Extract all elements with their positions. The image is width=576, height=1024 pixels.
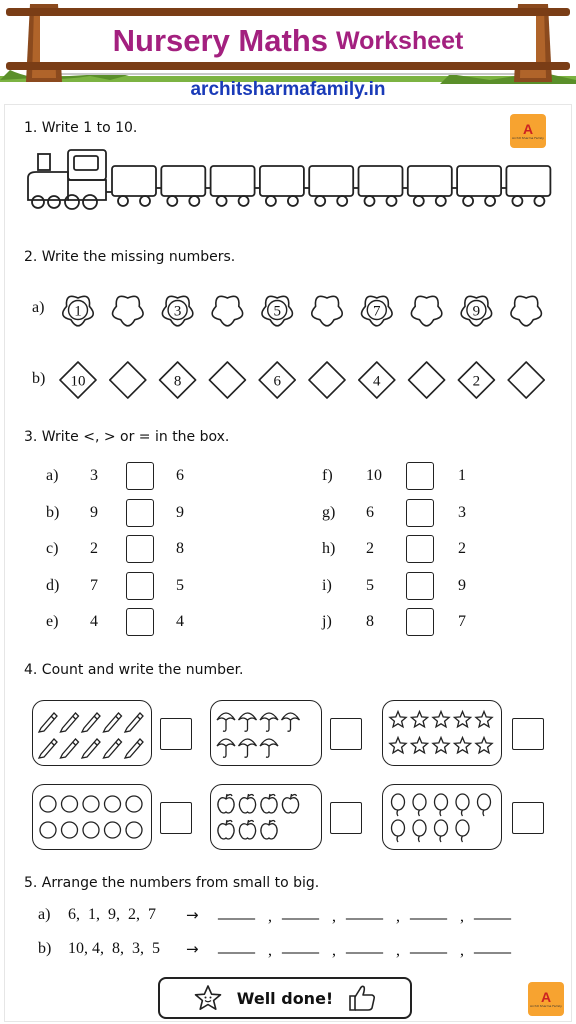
given-number: 6 bbox=[273, 373, 281, 390]
train-engine-icon bbox=[28, 150, 112, 209]
answer-blank[interactable]: ______ bbox=[410, 938, 446, 954]
brand-logo-icon: A Archit Sharma Family bbox=[510, 114, 546, 148]
circle-icon bbox=[83, 796, 99, 812]
circle-icon bbox=[126, 796, 142, 812]
apple-icon bbox=[239, 820, 255, 839]
compare-label: h) bbox=[322, 540, 336, 557]
pencil-icon bbox=[125, 713, 143, 732]
blank-separator: , bbox=[332, 942, 336, 959]
apple-icon bbox=[261, 820, 277, 839]
diamond-cell[interactable] bbox=[209, 362, 245, 398]
compare-answer-box[interactable] bbox=[126, 572, 154, 600]
star-icon bbox=[390, 712, 406, 727]
umbrella-icon bbox=[282, 713, 300, 731]
smiling-star-icon bbox=[193, 984, 223, 1012]
count-card-icons bbox=[210, 700, 322, 766]
count-card-icons bbox=[32, 700, 152, 766]
worksheet-title bbox=[40, 12, 536, 70]
compare-answer-box[interactable] bbox=[126, 499, 154, 527]
answer-blank[interactable]: ______ bbox=[410, 904, 446, 920]
flower-cell[interactable] bbox=[113, 296, 144, 326]
star-icon bbox=[411, 712, 427, 727]
given-number: 4 bbox=[373, 373, 381, 390]
train-wagon[interactable] bbox=[408, 166, 457, 206]
row-b-label: b) bbox=[32, 370, 46, 387]
star-icon bbox=[433, 738, 449, 753]
diamond-cell bbox=[60, 362, 96, 398]
circle-icon bbox=[83, 822, 99, 838]
star-icon bbox=[390, 738, 406, 753]
given-number: 3 bbox=[173, 303, 182, 320]
train-wagon[interactable] bbox=[211, 166, 260, 206]
train-wagon[interactable] bbox=[260, 166, 309, 206]
flower-cell bbox=[262, 296, 293, 326]
given-number: 7 bbox=[373, 303, 381, 320]
answer-blank[interactable]: ______ bbox=[474, 904, 510, 920]
compare-number-b: 9 bbox=[458, 576, 466, 594]
title-sub: Worksheet bbox=[336, 26, 464, 55]
umbrella-icon bbox=[260, 739, 278, 757]
blank-separator: , bbox=[396, 942, 400, 959]
question-5-prompt: 5. Arrange the numbers from small to big. bbox=[24, 875, 320, 891]
compare-number-a: 4 bbox=[90, 613, 98, 630]
pencil-icon bbox=[39, 713, 57, 732]
compare-number-a: 5 bbox=[366, 576, 374, 594]
balloon-icon bbox=[435, 794, 448, 816]
umbrella-icon bbox=[239, 713, 257, 731]
circle-icon bbox=[105, 822, 121, 838]
star-icon bbox=[454, 738, 470, 753]
count-answer-box[interactable] bbox=[330, 802, 362, 834]
compare-number-b: 1 bbox=[458, 467, 466, 484]
website-link[interactable]: architsharmafamily.in bbox=[190, 79, 386, 100]
count-answer-box[interactable] bbox=[160, 718, 192, 750]
arrange-label: a) bbox=[38, 906, 51, 923]
compare-number-b: 4 bbox=[176, 613, 184, 630]
star-icon bbox=[454, 712, 470, 727]
blank-separator: , bbox=[268, 908, 272, 925]
compare-label: a) bbox=[46, 467, 59, 484]
diamond-cell bbox=[458, 362, 494, 398]
compare-label: i) bbox=[322, 576, 332, 594]
circle-icon bbox=[105, 796, 121, 812]
count-answer-box[interactable] bbox=[512, 802, 544, 834]
apple-icon bbox=[218, 820, 234, 839]
train-wagons bbox=[112, 166, 550, 206]
count-card-icons bbox=[382, 700, 502, 766]
pencil-icon bbox=[104, 713, 122, 732]
star-icon bbox=[411, 738, 427, 753]
balloon-icon bbox=[478, 794, 491, 816]
arrange-row-b bbox=[38, 940, 538, 962]
compare-number-b: 5 bbox=[176, 576, 184, 594]
train-wagon[interactable] bbox=[112, 166, 161, 206]
compare-label: f) bbox=[322, 467, 333, 484]
train-wagon[interactable] bbox=[309, 166, 358, 206]
given-number: 10 bbox=[70, 373, 86, 390]
blank-separator: , bbox=[332, 908, 336, 925]
question-3-prompt: 3. Write <, > or = in the box. bbox=[24, 429, 230, 445]
flower-cell[interactable] bbox=[411, 296, 442, 326]
balloon-icon bbox=[392, 820, 405, 842]
answer-blank[interactable]: ______ bbox=[218, 938, 254, 954]
answer-blank[interactable]: ______ bbox=[218, 904, 254, 920]
circle-icon bbox=[62, 822, 78, 838]
compare-number-a: 6 bbox=[366, 503, 374, 521]
apple-icon bbox=[218, 794, 234, 813]
train-wagon[interactable] bbox=[161, 166, 210, 206]
compare-answer-box[interactable] bbox=[406, 572, 434, 600]
star-icon bbox=[476, 712, 492, 727]
compare-answer-box[interactable] bbox=[126, 608, 154, 636]
diamond-cell bbox=[359, 362, 395, 398]
circle-icon bbox=[40, 796, 56, 812]
arrange-label: b) bbox=[38, 940, 52, 957]
compare-label: e) bbox=[46, 613, 59, 630]
question-1-prompt: 1. Write 1 to 10. bbox=[24, 120, 138, 136]
compare-answer-box[interactable] bbox=[406, 499, 434, 527]
row-a-label: a) bbox=[32, 299, 45, 316]
answer-blank[interactable]: ______ bbox=[346, 938, 382, 954]
pencil-icon bbox=[82, 713, 100, 732]
flower-cell bbox=[162, 296, 193, 326]
compare-number-a: 2 bbox=[90, 540, 98, 557]
question-4-prompt: 4. Count and write the number. bbox=[24, 662, 244, 678]
compare-number-b: 9 bbox=[176, 503, 184, 521]
compare-number-b: 8 bbox=[176, 540, 184, 557]
star-icon bbox=[476, 738, 492, 753]
balloon-icon bbox=[456, 794, 469, 816]
apple-icon bbox=[239, 794, 255, 813]
balloon-icon bbox=[392, 794, 405, 816]
thumbs-up-icon bbox=[347, 983, 377, 1013]
count-card-icons bbox=[210, 784, 322, 850]
brand-logo-bottom-icon: A Archit Sharma Family bbox=[528, 982, 564, 1016]
arrow-icon: → bbox=[186, 906, 199, 924]
pencil-icon bbox=[82, 739, 100, 758]
blank-separator: , bbox=[268, 942, 272, 959]
flower-cell bbox=[362, 296, 393, 326]
pencil-icon bbox=[39, 739, 57, 758]
train-drawing bbox=[24, 148, 556, 212]
circle-icon bbox=[126, 822, 142, 838]
answer-blank[interactable]: ______ bbox=[346, 904, 382, 920]
apple-icon bbox=[282, 794, 298, 813]
flower-number-row bbox=[56, 288, 556, 332]
blank-separator: , bbox=[396, 908, 400, 925]
balloon-icon bbox=[413, 820, 426, 842]
compare-answer-box[interactable] bbox=[406, 462, 434, 490]
count-card-icons bbox=[382, 784, 502, 850]
diamond-cell[interactable] bbox=[110, 362, 146, 398]
train-wagon[interactable] bbox=[359, 166, 408, 206]
compare-number-b: 7 bbox=[458, 613, 466, 630]
pencil-icon bbox=[61, 739, 79, 758]
given-number: 5 bbox=[273, 303, 281, 320]
count-answer-box[interactable] bbox=[330, 718, 362, 750]
well-done-text: Well done! bbox=[236, 988, 334, 1008]
well-done-banner bbox=[158, 977, 412, 1019]
flower-cell bbox=[63, 296, 94, 326]
arrow-icon: → bbox=[186, 940, 199, 958]
given-number: 2 bbox=[472, 373, 481, 390]
compare-number-a: 2 bbox=[366, 540, 374, 557]
compare-number-b: 3 bbox=[458, 503, 466, 521]
compare-answer-box[interactable] bbox=[406, 608, 434, 636]
umbrella-icon bbox=[217, 739, 235, 757]
count-card-icons bbox=[32, 784, 152, 850]
compare-answer-box[interactable] bbox=[126, 535, 154, 563]
umbrella-icon bbox=[260, 713, 278, 731]
umbrella-icon bbox=[239, 739, 257, 757]
question-2-prompt: 2. Write the missing numbers. bbox=[24, 249, 236, 265]
compare-number-a: 7 bbox=[90, 576, 98, 594]
compare-answer-box[interactable] bbox=[406, 535, 434, 563]
diamond-number-row bbox=[56, 358, 556, 402]
arrange-numbers: 10, 4, 8, 3, 5 bbox=[68, 940, 160, 957]
diamond-cell[interactable] bbox=[409, 362, 445, 398]
compare-answer-box[interactable] bbox=[126, 462, 154, 490]
compare-number-a: 10 bbox=[366, 467, 382, 484]
balloon-icon bbox=[413, 794, 426, 816]
train-wagon[interactable] bbox=[506, 166, 550, 206]
balloon-icon bbox=[456, 820, 469, 842]
pencil-icon bbox=[104, 739, 122, 758]
pencil-icon bbox=[125, 739, 143, 758]
compare-number-a: 8 bbox=[366, 613, 374, 630]
flower-cell bbox=[461, 296, 492, 326]
given-number: 1 bbox=[74, 303, 82, 320]
flower-cell[interactable] bbox=[312, 296, 343, 326]
circle-icon bbox=[62, 796, 78, 812]
given-number: 9 bbox=[472, 303, 481, 320]
compare-number-b: 6 bbox=[176, 467, 184, 484]
star-icon bbox=[433, 712, 449, 727]
compare-number-b: 2 bbox=[458, 540, 466, 557]
diamond-cell bbox=[160, 362, 196, 398]
blank-separator: , bbox=[460, 908, 464, 925]
compare-label: c) bbox=[46, 540, 59, 557]
compare-number-a: 3 bbox=[90, 467, 98, 484]
diamond-cell[interactable] bbox=[508, 362, 544, 398]
compare-number-a: 9 bbox=[90, 503, 98, 521]
train-wagon[interactable] bbox=[457, 166, 506, 206]
flower-cell[interactable] bbox=[212, 296, 243, 326]
compare-label: g) bbox=[322, 503, 336, 521]
apple-icon bbox=[261, 794, 277, 813]
title-main: Nursery Maths bbox=[112, 23, 328, 58]
diamond-cell[interactable] bbox=[309, 362, 345, 398]
arrange-row-a bbox=[38, 906, 538, 928]
umbrella-icon bbox=[217, 713, 235, 731]
circle-icon bbox=[40, 822, 56, 838]
balloon-icon bbox=[435, 820, 448, 842]
given-number: 8 bbox=[173, 373, 182, 390]
arrange-numbers: 6, 1, 9, 2, 7 bbox=[68, 906, 156, 923]
answer-blank[interactable]: ______ bbox=[282, 904, 318, 920]
blank-separator: , bbox=[460, 942, 464, 959]
compare-label: j) bbox=[322, 613, 332, 630]
compare-label: b) bbox=[46, 503, 60, 521]
pencil-icon bbox=[61, 713, 79, 732]
flower-cell[interactable] bbox=[511, 296, 542, 326]
compare-label: d) bbox=[46, 576, 60, 594]
answer-blank[interactable]: ______ bbox=[282, 938, 318, 954]
count-answer-box[interactable] bbox=[512, 718, 544, 750]
answer-blank[interactable]: ______ bbox=[474, 938, 510, 954]
diamond-cell bbox=[259, 362, 295, 398]
count-answer-box[interactable] bbox=[160, 802, 192, 834]
